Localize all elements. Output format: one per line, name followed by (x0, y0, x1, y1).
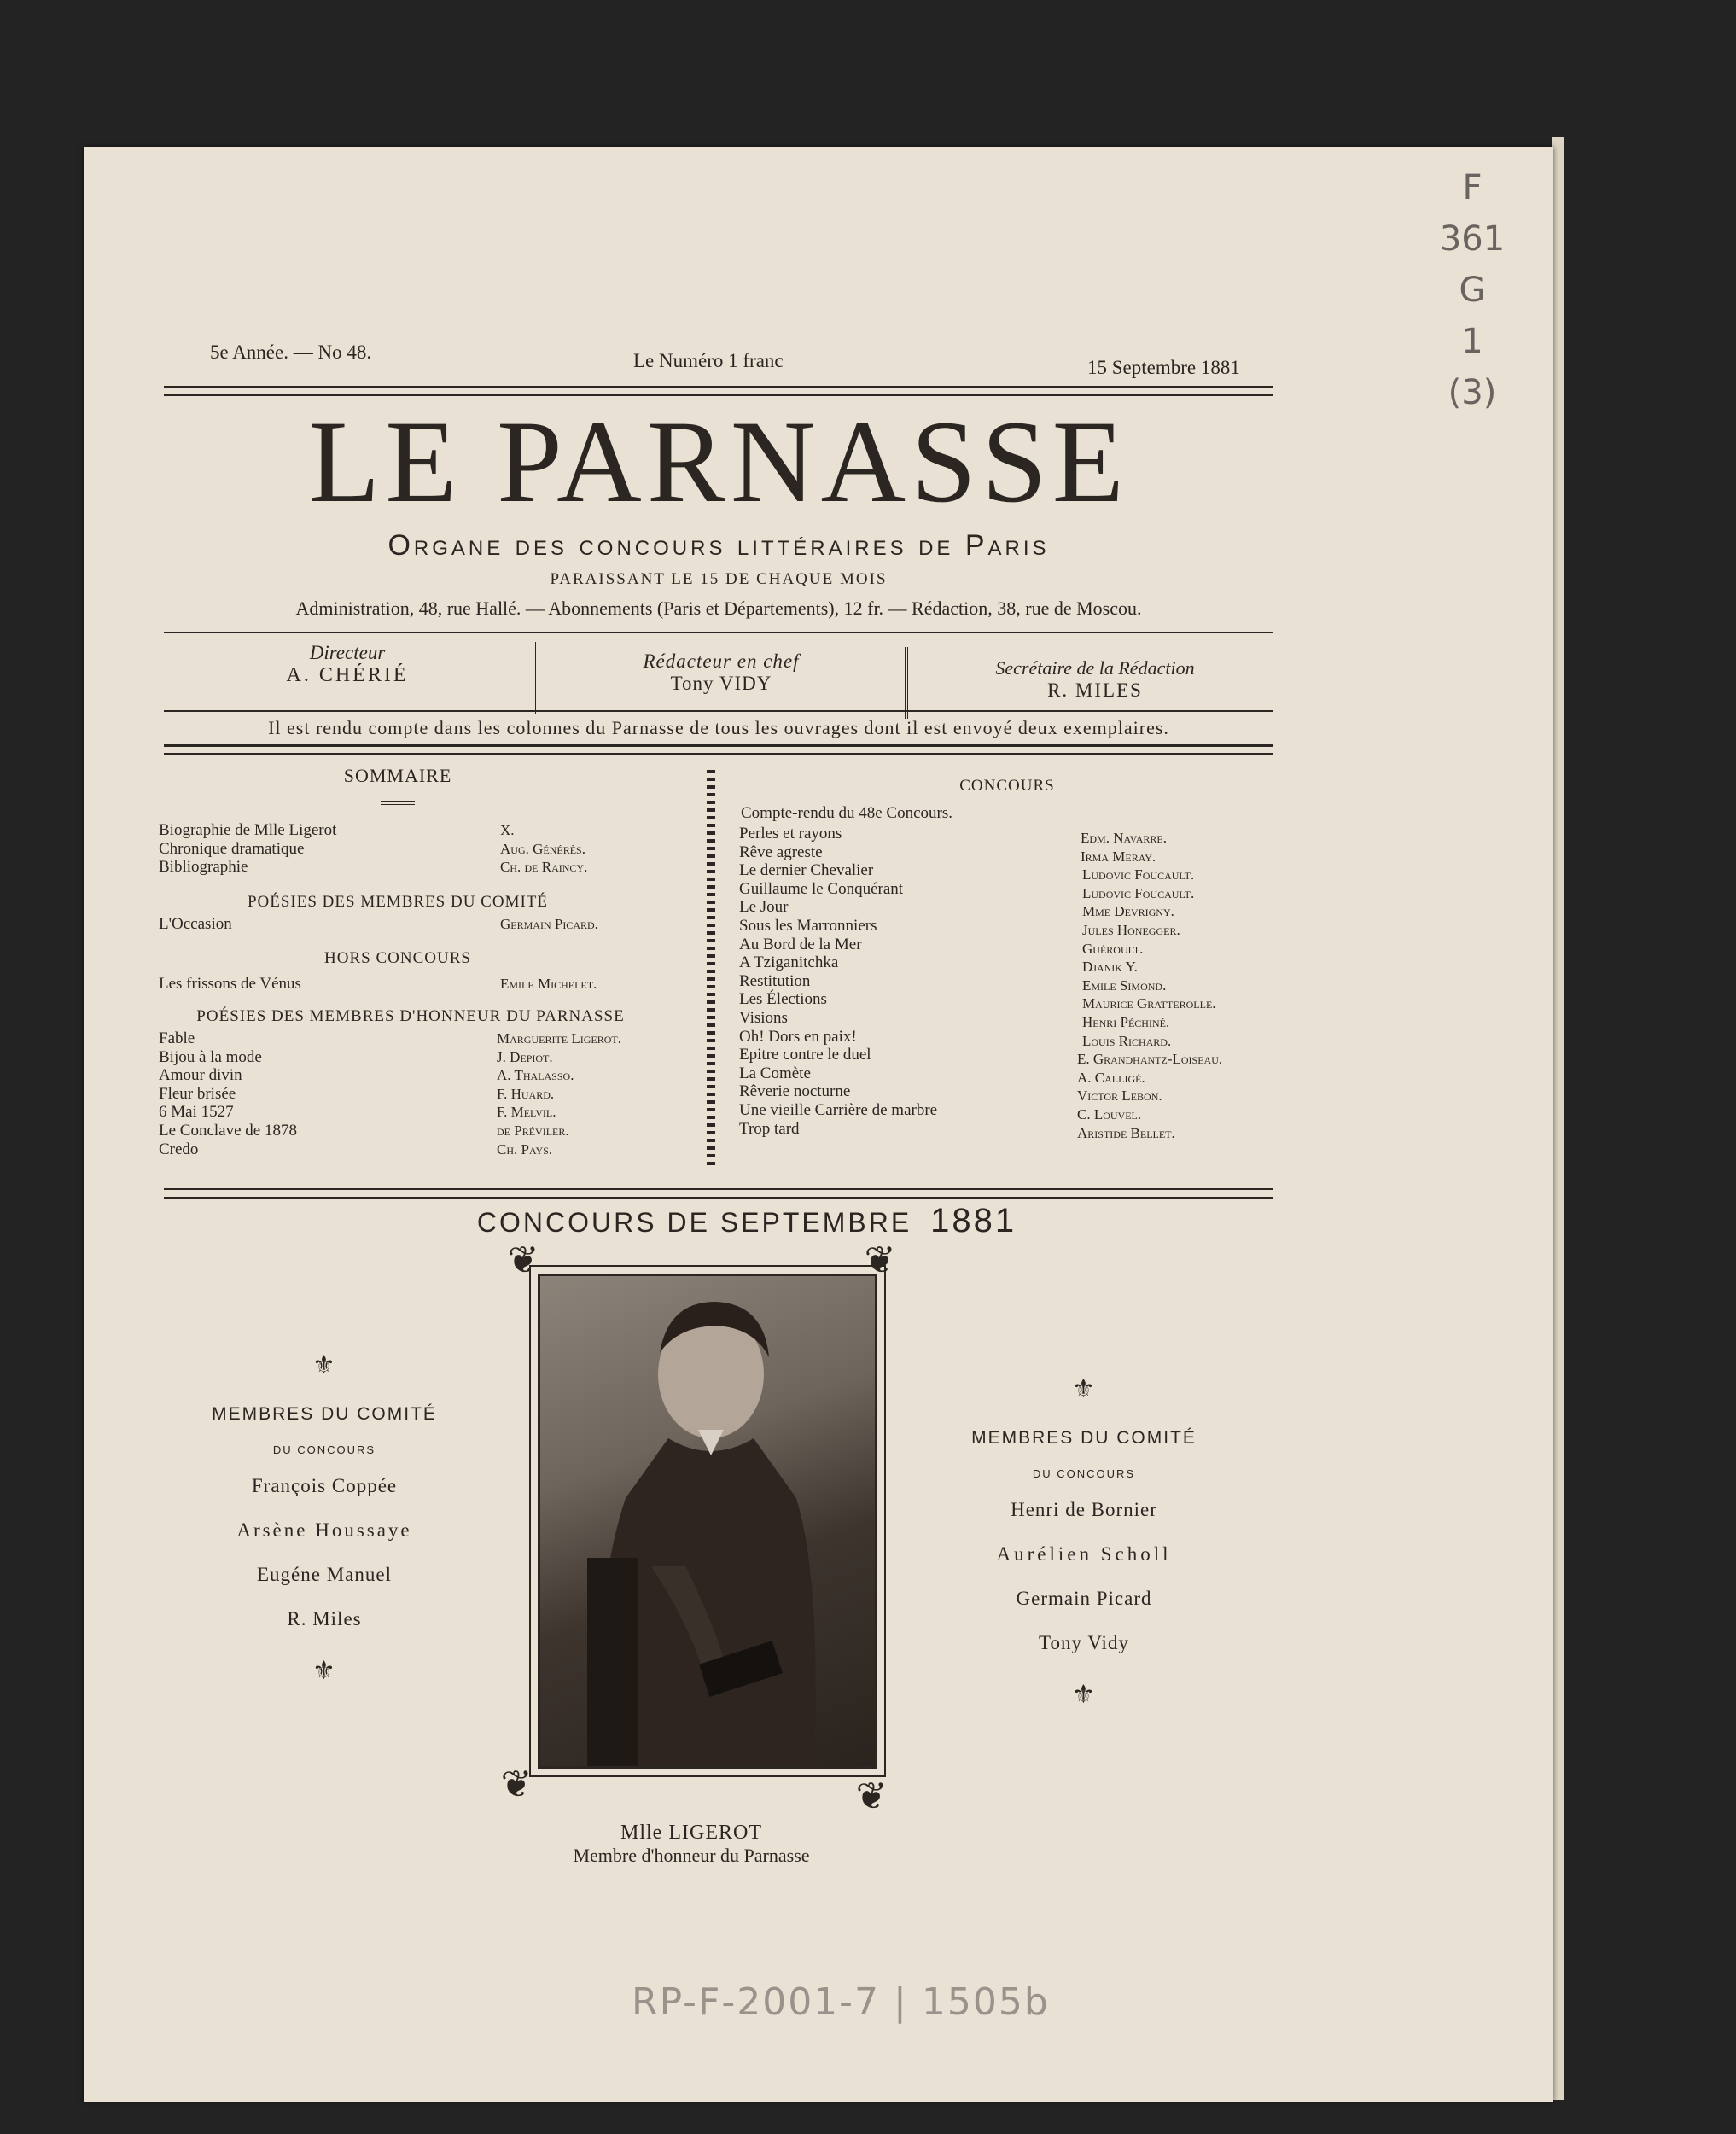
toc-title: L'Occasion (159, 915, 232, 933)
committee-member: Eugéne Manuel (257, 1564, 392, 1585)
staff-role: Directeur (309, 642, 386, 663)
fleuron-icon: ⚜ (312, 1351, 336, 1379)
corner-ornament: ❦ (500, 1764, 533, 1805)
toc-row (739, 971, 1285, 994)
margin-line: 1 (1461, 322, 1483, 361)
committee-member: Henri de Bornier (1011, 1499, 1157, 1520)
toc-author: Maurice Gratterolle. (1082, 995, 1216, 1012)
committee-right (922, 1374, 1246, 1710)
toc-author: Djanik Y. (1082, 959, 1138, 976)
feature-heading (256, 1202, 1238, 1240)
toc-title: La Comète (739, 1064, 811, 1082)
toc-title: 6 Mai 1527 (159, 1103, 234, 1122)
committee-subheading: DU CONCOURS (1032, 1467, 1136, 1480)
toc-title: Epitre contre le duel (739, 1046, 871, 1064)
toc-author: Aug. Générès. (500, 840, 585, 857)
toc-row (739, 898, 1285, 920)
toc-author: Henri Péchiné. (1082, 1013, 1170, 1030)
rule-notice-1 (164, 744, 1273, 747)
rule-staff-bottom (164, 710, 1273, 712)
fleuron-icon: ⚜ (1072, 1375, 1096, 1403)
staff-role: Secrétaire de la Rédaction (995, 657, 1195, 679)
toc-author: J. Depiot. (497, 1048, 553, 1065)
staff-role: Rédacteur en chef (643, 650, 800, 672)
toc-row (739, 1028, 1285, 1047)
toc-row (739, 1064, 1285, 1086)
committee-member: R. Miles (287, 1608, 362, 1630)
toc-title: Sous les Marronniers (739, 916, 877, 935)
toc-author: Aristide Bellet. (1077, 1124, 1175, 1141)
toc-title: Amour divin (159, 1066, 242, 1085)
toc-author: F. Huard. (497, 1085, 555, 1102)
toc-title: Trop tard (739, 1119, 800, 1138)
toc-title: Guillaume le Conquérant (739, 879, 904, 898)
toc-author: Ludovic Foucault. (1082, 884, 1195, 901)
margin-annotation (1417, 162, 1528, 418)
committee-member: Tony Vidy (1039, 1632, 1129, 1653)
toc-row (159, 915, 645, 934)
toc-author: Ch. Pays. (497, 1140, 553, 1157)
feature-heading-year: 1881 (930, 1202, 1017, 1239)
corner-ornament: ❦ (507, 1239, 539, 1281)
toc-author: Guéroult. (1082, 940, 1144, 957)
corner-ornament: ❦ (855, 1775, 888, 1817)
toc-row (739, 935, 1285, 957)
toc-title: Les Élections (739, 990, 827, 1009)
committee-subheading: DU CONCOURS (272, 1443, 376, 1456)
toc-title: Chronique dramatique (159, 839, 305, 858)
sommaire-block-1 (159, 821, 645, 877)
toc-author: F. Melvil. (497, 1104, 556, 1121)
staff-director (164, 642, 531, 687)
toc-author: Marguerite Ligerot. (497, 1030, 621, 1047)
toc-author: Irma Meray. (1081, 848, 1156, 865)
staff-divider (905, 647, 908, 719)
issue-date: 15 Septembre 1881 (1087, 357, 1240, 378)
toc-author: Ch. de Raincy. (500, 859, 588, 876)
toc-row (739, 861, 1285, 883)
margin-line: 361 (1439, 219, 1506, 259)
toc-author: de Préviler. (497, 1122, 569, 1139)
committee-left (162, 1350, 486, 1686)
toc-row (159, 1085, 662, 1104)
toc-title: Une vieille Carrière de marbre (739, 1100, 938, 1119)
toc-title: Au Bord de la Mer (739, 935, 862, 953)
margin-line: (3) (1448, 373, 1497, 412)
feature-heading-text: CONCOURS DE SEPTEMBRE (476, 1207, 912, 1238)
toc-author: Ludovic Foucault. (1082, 866, 1195, 883)
toc-author: Jules Honegger. (1082, 921, 1180, 938)
staff-divider (533, 642, 536, 714)
rule-staff-top (164, 632, 1273, 633)
toc-row (739, 1046, 1285, 1068)
staff-secretary (912, 657, 1279, 702)
toc-title: Restitution (739, 971, 811, 990)
toc-author: Victor Lebon. (1077, 1087, 1162, 1105)
toc-author: Emile Michelet. (500, 976, 597, 992)
inventory-number: RP-F-2001-7 | 1505b (632, 1980, 1050, 2024)
toc-row (159, 1066, 662, 1085)
toc-row (159, 1103, 662, 1122)
portrait-photograph (538, 1274, 877, 1769)
toc-title: Fleur brisée (159, 1084, 236, 1103)
portrait-figure (540, 1276, 875, 1766)
committee-member: François Coppée (251, 1475, 398, 1496)
caption-subtitle: Membre d'honneur du Parnasse (573, 1845, 810, 1866)
toc-row (739, 880, 1285, 899)
toc-row (739, 1009, 1285, 1028)
toc-row (159, 1122, 662, 1140)
toc-title: Rêve agreste (739, 843, 823, 861)
toc-title: Biographie de Mlle Ligerot (159, 821, 337, 839)
concours-list (739, 825, 1285, 1141)
staff-name: R. MILES (1047, 679, 1143, 701)
sommaire-flourish (381, 801, 415, 805)
staff-name: A. CHÉRIÉ (286, 664, 409, 686)
toc-row (739, 825, 1285, 846)
toc-row (739, 917, 1285, 936)
toc-row (159, 975, 645, 994)
toc-row (159, 1029, 662, 1048)
notice: Il est rendu compte dans les colonnes du Parnasse de tous les ouvrages dont il est envoyé deux exemplaires. (268, 717, 1169, 738)
issue-number: 5e Année. — No 48. (210, 341, 372, 363)
toc-author: E. Grandhantz-Loiseau. (1077, 1051, 1223, 1068)
portrait-caption (512, 1822, 871, 1867)
toc-author: X. (500, 822, 515, 838)
issue-price: Le Numéro 1 franc (633, 350, 784, 371)
section-heading: POÉSIES DES MEMBRES DU COMITÉ (247, 893, 549, 911)
committee-heading: MEMBRES DU COMITÉ (212, 1404, 437, 1424)
administration-line: Administration, 48, rue Hallé. — Abonnements (Paris et Départements), 12 fr. — Rédaction, 38, rue de Moscou. (295, 598, 1142, 619)
toc-author: Louis Richard. (1082, 1032, 1172, 1049)
toc-row (159, 821, 645, 840)
toc-title: Perles et rayons (739, 825, 842, 843)
toc-row (739, 1120, 1285, 1139)
sommaire-title: SOMMAIRE (343, 765, 452, 786)
fleuron-icon: ⚜ (1072, 1681, 1096, 1709)
concours-intro: Compte-rendu du 48e Concours. (741, 804, 953, 822)
staff-name: Tony VIDY (670, 673, 772, 694)
toc-row (159, 1140, 662, 1159)
concours-title: CONCOURS (959, 777, 1055, 795)
journal-title: LE PARNASSE (308, 396, 1129, 527)
toc-author: A. Thalasso. (497, 1067, 574, 1084)
toc-author: Mme Devrigny. (1082, 903, 1174, 920)
rule-top-1 (164, 386, 1273, 388)
toc-row (159, 1048, 662, 1067)
toc-row (739, 843, 1285, 865)
toc-title: Le Conclave de 1878 (159, 1121, 297, 1140)
section-heading: POÉSIES DES MEMBRES D'HONNEUR DU PARNASSE (196, 1007, 625, 1025)
page-edge (1552, 137, 1564, 2100)
toc-title: Credo (159, 1140, 199, 1158)
toc-title: Fable (159, 1029, 195, 1047)
toc-title: A Tziganitchka (739, 953, 839, 972)
sommaire-block-3 (159, 975, 645, 994)
toc-row (739, 990, 1285, 1012)
toc-author: Germain Picard. (500, 916, 598, 932)
toc-author: Edm. Navarre. (1081, 830, 1167, 846)
committee-member: Aurélien Scholl (996, 1543, 1172, 1565)
toc-title: Les frissons de Vénus (159, 975, 301, 993)
toc-row (739, 1082, 1285, 1105)
committee-member: Germain Picard (1016, 1588, 1152, 1609)
toc-title: Rêverie nocturne (739, 1082, 851, 1101)
fleuron-icon: ⚜ (312, 1657, 336, 1685)
toc-title: Oh! Dors en paix! (739, 1027, 857, 1046)
journal-subtitle: Organe des concours littéraires de Paris (387, 529, 1050, 562)
sommaire-block-4 (159, 1029, 662, 1158)
margin-line: F (1462, 168, 1483, 207)
rule-notice-2 (164, 753, 1273, 755)
toc-row (159, 840, 645, 859)
toc-author: C. Louvel. (1077, 1105, 1142, 1122)
committee-member: Arsène Houssaye (236, 1519, 412, 1541)
ornamental-divider (707, 770, 715, 1166)
sommaire-block-2 (159, 915, 645, 934)
toc-title: Le dernier Chevalier (739, 861, 874, 880)
toc-title: Bijou à la mode (159, 1047, 262, 1066)
caption-name: Mlle LIGEROT (620, 1822, 762, 1844)
toc-title: Le Jour (739, 898, 789, 917)
toc-row (739, 953, 1285, 976)
toc-author: Emile Simond. (1082, 977, 1167, 994)
toc-title: Bibliographie (159, 858, 248, 877)
section-heading: HORS CONCOURS (324, 949, 471, 967)
rule-feature-2 (164, 1197, 1273, 1199)
margin-line: G (1459, 271, 1486, 310)
toc-row (739, 1101, 1285, 1120)
toc-author: A. Calligé. (1077, 1069, 1145, 1086)
committee-heading: MEMBRES DU COMITÉ (971, 1428, 1197, 1448)
corner-ornament: ❦ (864, 1239, 896, 1281)
publication-frequency: PARAISSANT LE 15 DE CHAQUE MOIS (550, 570, 888, 588)
rule-feature-1 (164, 1188, 1273, 1190)
toc-row (159, 858, 645, 877)
staff-editor (538, 650, 905, 695)
toc-title: Visions (739, 1008, 788, 1027)
